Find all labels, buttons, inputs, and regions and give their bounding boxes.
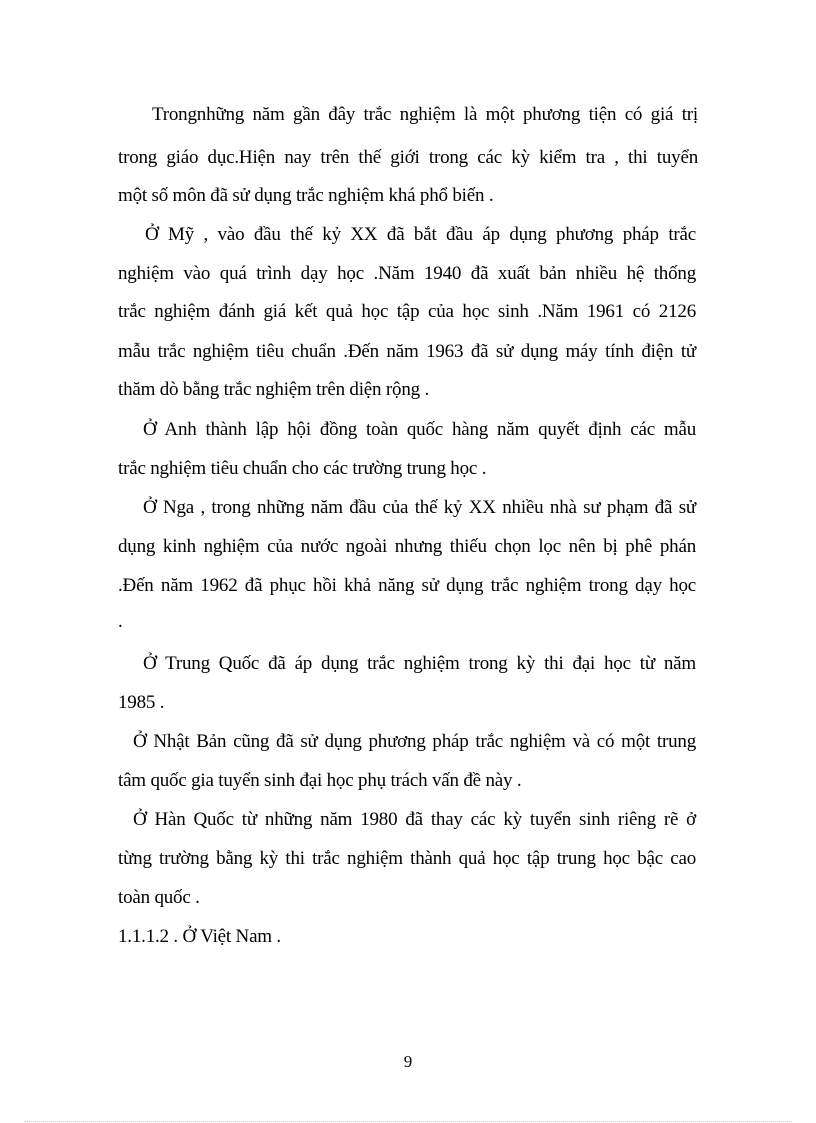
paragraph-line: mẫu trắc nghiệm tiêu chuẩn .Đến năm 1963 đã sử dụng máy tính điện tử	[118, 341, 696, 362]
paragraph-line: trắc nghiệm tiêu chuẩn cho các trường trung học .	[118, 458, 487, 479]
paragraph-line: trong giáo dục.Hiện nay trên thế giới trong các kỳ kiểm tra , thi tuyển	[118, 147, 698, 168]
paragraph-line: Ở Trung Quốc đã áp dụng trắc nghiệm trong kỳ thi đại học từ năm	[143, 653, 696, 674]
paragraph-line: từng trường bằng kỳ thi trắc nghiệm thành quả học tập trung học bậc cao	[118, 848, 696, 869]
paragraph-line: toàn quốc .	[118, 887, 200, 908]
paragraph-line: .	[118, 611, 123, 632]
paragraph-line: Ở Anh thành lập hội đồng toàn quốc hàng năm quyết định các mẫu	[143, 419, 696, 440]
paragraph-line: Trongnhững năm gần đây trắc nghiệm là một phương tiện có giá trị	[152, 104, 698, 125]
paragraph-line: dụng kinh nghiệm của nước ngoài nhưng thiếu chọn lọc nên bị phê phán	[118, 536, 696, 557]
paragraph-line: Ở Nga , trong những năm đầu của thế kỷ XX nhiều nhà sư phạm đã sử	[143, 497, 696, 518]
paragraph-line: Ở Nhật Bản cũng đã sử dụng phương pháp trắc nghiệm và có một trung	[133, 731, 696, 752]
page-number: 9	[403, 1052, 413, 1071]
paragraph-line: Ở Hàn Quốc từ những năm 1980 đã thay các kỳ tuyển sinh riêng rẽ ở	[133, 809, 696, 830]
paragraph-line: thăm dò bằng trắc nghiệm trên diện rộng .	[118, 379, 430, 400]
paragraph-line: Ở Mỹ , vào đầu thế kỷ XX đã bắt đầu áp dụng phương pháp trắc	[145, 224, 696, 245]
paragraph-line: một số môn đã sử dụng trắc nghiệm khá phổ biến .	[118, 185, 494, 206]
paragraph-line: nghiệm vào quá trình dạy học .Năm 1940 đã xuất bản nhiều hệ thống	[118, 263, 696, 284]
paragraph-line: tâm quốc gia tuyển sinh đại học phụ trách vấn đề này .	[118, 770, 522, 791]
paragraph-line: .Đến năm 1962 đã phục hồi khả năng sử dụng trắc nghiệm trong dạy học	[118, 575, 696, 596]
paragraph-line: 1985 .	[118, 692, 165, 713]
section-heading: 1.1.1.2 . Ở Việt Nam .	[118, 926, 281, 947]
page-bottom-edge	[24, 1121, 792, 1122]
paragraph-line: trắc nghiệm đánh giá kết quả học tập của học sinh .Năm 1961 có 2126	[118, 301, 696, 322]
